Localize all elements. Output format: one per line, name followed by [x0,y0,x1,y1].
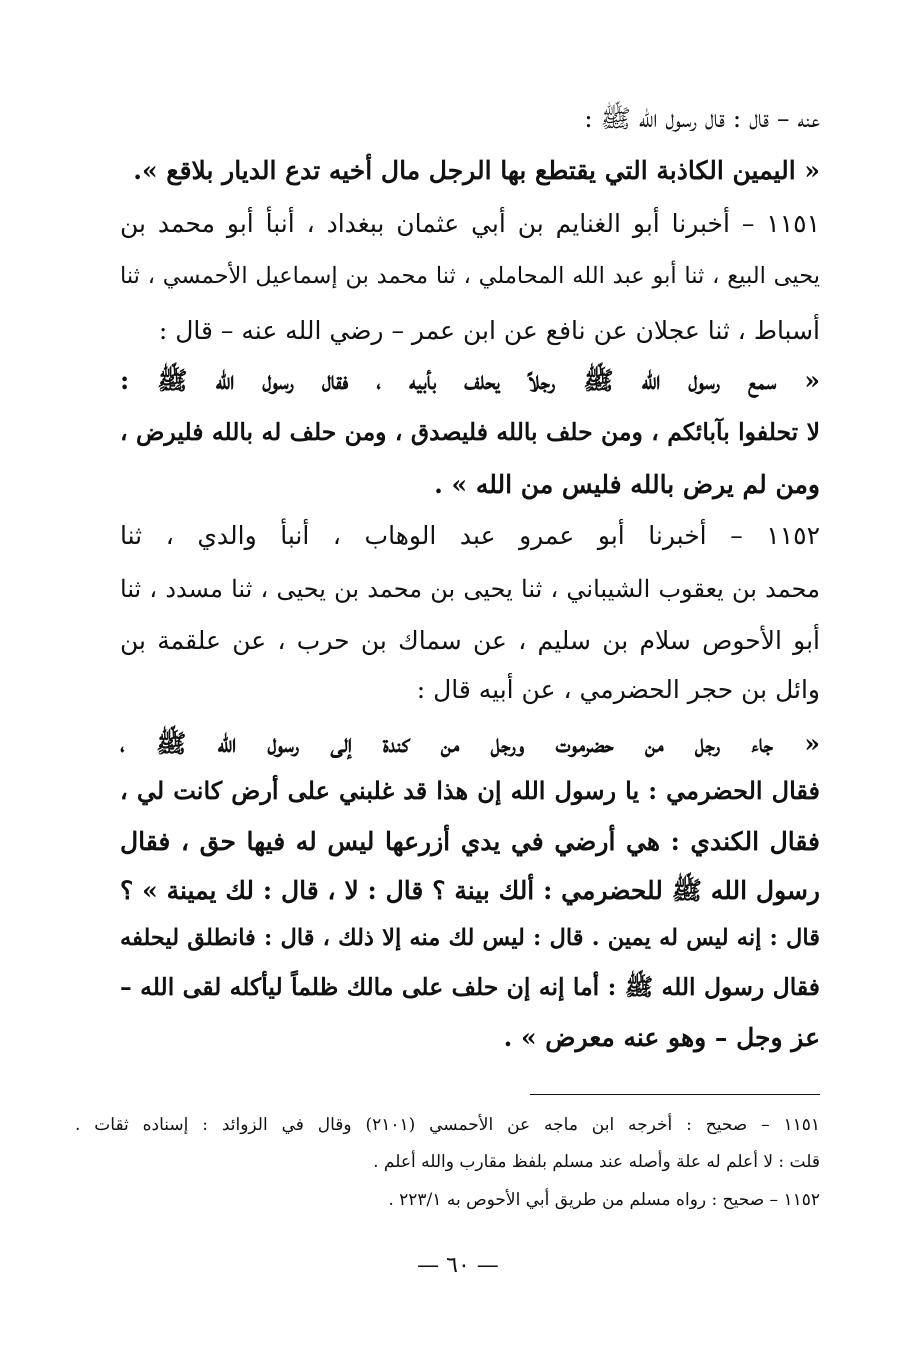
text-line-2: « اليمين الكاذبة التي يقتطع بها الرجل مال أخيه تدع الديار بلاقع ». [133,156,820,185]
text-line-4: يحيى البيع ، ثنا أبو عبد الله المحاملي ، ثنا محمد بن إسماعيل الأحمسي ، ثنا [120,263,820,289]
text-line-14: فقال الحضرمي : يا رسول الله إن هذا قد غلبني على أرض كانت لي ، [120,776,820,805]
footnote-1152: ١١٥٢ – صحيح : رواه مسلم من طريق أبي الأحوص به ٢٢٣/١ . [388,1190,820,1210]
footnote-divider [530,1094,820,1095]
footnote-1151-note: قلت : لا أعلم له علة وأصله عند مسلم بلفظ مقارب والله أعلم . [373,1152,820,1172]
text-line-13: « جاء رجل من حضرموت ورجل من كندة إلى رسول الله ﷺ ، [120,729,820,758]
text-line-16: رسول الله ﷺ للحضرمي : ألك بينة ؟ قال : لا ، قال : لك يمينة » ؟ [120,876,820,905]
text-line-15: فقال الكندي : هي أرضي في يدي أزرعها ليس له فيها حق ، فقال [120,827,820,856]
text-line-6: « سمع رسول الله ﷺ رجلاً يحلف بأبيه ، فقال رسول الله ﷺ : [120,366,820,395]
footnote-1151: ١١٥١ – صحيح : أخرجه ابن ماجه عن الأحمسي (٢١٠١) وقال في الزوائد : إسناده ثقات . [75,1115,820,1135]
text-line-10: محمد بن يعقوب الشيباني ، ثنا يحيى بن محمد بن يحيى ، ثنا مسدد ، ثنا [120,575,820,603]
text-line-1: عنه – قال : قال رسول الله ﷺ : [584,104,820,133]
text-line-8: ومن لم يرض بالله فليس من الله » . [434,470,820,499]
text-line-12: وائل بن حجر الحضرمي ، عن أبيه قال : [416,675,820,704]
text-line-5: أسباط ، ثنا عجلان عن نافع عن ابن عمر – رضي الله عنه – قال : [158,316,820,345]
text-line-9: ١١٥٢ – أخبرنا أبو عمرو عبد الوهاب ، أنبأ والدي ، ثنا [120,521,820,550]
text-line-7: لا تحلفوا بآبائكم ، ومن حلف بالله فليصدق ، ومن حلف له بالله فليرض ، [120,418,820,446]
text-line-11: أبو الأحوص سلام بن سليم ، عن سماك بن حرب ، عن علقمة بن [120,626,820,655]
text-line-18: فقال رسول الله ﷺ : أما إنه إن حلف على مالك ظلماً ليأكله لقى الله – [120,973,820,1001]
text-line-19: عز وجل – وهو عنه معرض » . [503,1023,820,1052]
text-line-17: قال : إنه ليس له يمين . قال : ليس لك منه إلا ذلك ، قال : فانطلق ليحلفه [120,925,820,951]
text-line-3: ١١٥١ – أخبرنا أبو الغنايم بن أبي عثمان ببغداد ، أنبأ أبو محمد بن [120,209,820,238]
page-number: — ٦٠ — [417,1253,499,1278]
